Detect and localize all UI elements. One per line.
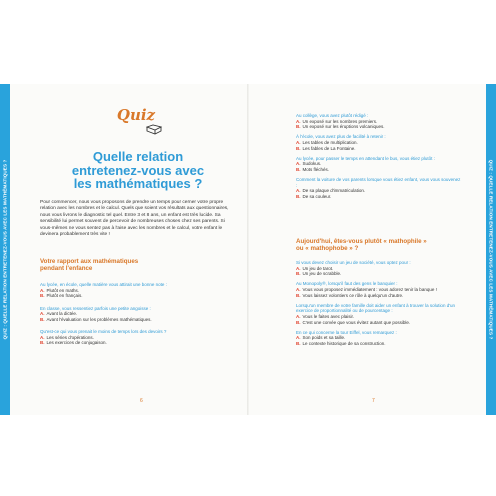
right-question-list-bottom — [296, 260, 462, 351]
question-text: Au Monopoly®, lorsqu'il faut des gens le banquier : — [296, 281, 398, 287]
question-item — [296, 156, 462, 173]
question-item — [296, 303, 462, 325]
page-title: Quelle relation entretenez-vous avec les mathématiques ? — [71, 149, 205, 191]
answer-a: A. Sudokus. — [296, 161, 322, 167]
intro-paragraph: Pour commencer, nous vous proposons de prendre un temps pour cerner votre propre relation avec les nombres et le calcul. Quels que soient vos résultats aux questionnaires, nous vous livrons le diagnostic tel quel. Entre 3 et 8 ans, un enfant est très lucide. Sa sensibilité lui permet souvent de percevoir de nombreuses choses chez ses parents. Si vous-mêmes ne vous sentez pas à l'aise avec les nombres et le calcul, votre enfant le devinera probablement très vite ! — [40, 200, 229, 238]
question-item — [296, 330, 462, 347]
answer-b: B. De sa couleur. — [296, 193, 332, 199]
open-book-icon — [146, 124, 162, 135]
left-question-list — [40, 282, 236, 353]
answer-a: A. Plutôt en maths. — [40, 287, 80, 293]
question-text: Qu'est-ce qui vous prenait le moins de temps lors des devoirs ? — [40, 329, 167, 335]
answer-a: A. Vous le faites avec plaisir. — [296, 313, 355, 319]
answer-b: B. Les exercices de conjugaison. — [40, 340, 107, 346]
section-heading-today: Aujourd'hui, êtes-vous plutôt « mathophile » ou « mathophobe » ? — [296, 238, 427, 253]
answer-b: B. Le contexte historique de sa construction. — [296, 340, 386, 346]
question-text: À l'école, vous avez plus de facilité à retenir : — [296, 134, 386, 140]
page-number-left: 6 — [140, 398, 143, 404]
question-item — [40, 329, 236, 346]
question-item — [296, 134, 462, 151]
answer-b: B. Vous laissez volontiers ce rôle à quelqu'un d'autre. — [296, 292, 404, 298]
question-text: Au lycée, pour passer le temps en attendant le bus, vous étiez plutôt : — [296, 155, 435, 161]
page-gutter — [247, 84, 249, 415]
quiz-label: Quiz — [116, 106, 156, 124]
question-text: Au collège, vous avez plutôt rédigé : — [296, 113, 369, 118]
left-side-band-text: QUIZ : QUELLE RELATION ENTRETENEZ-VOUS AVEC LES MATHÉMATIQUES ? — [2, 159, 8, 340]
question-text: Au lycée, en école, quelle matière vous attirait une bonne note : — [40, 282, 167, 287]
answer-a: A. Vous vous proposez immédiatement : vous adorez tenir la banque ! — [296, 286, 437, 292]
question-text: Si vous devez choisir un jeu de société, vous optez pour : — [296, 260, 411, 265]
answer-b: B. Avant l'évaluation sur les problèmes mathématiques. — [40, 316, 152, 322]
right-question-list-top — [296, 113, 462, 204]
question-item — [296, 281, 462, 298]
answer-a: A. De sa plaque d'immatriculation. — [296, 188, 366, 194]
answer-a: A. Un exposé sur les nombres premiers. — [296, 118, 378, 124]
answer-b: B. Un jeu de scrabble. — [296, 271, 342, 277]
answer-b: B. Un exposé sur les éruptions volcaniques. — [296, 124, 385, 130]
answer-a: A. Les tables de multiplication. — [296, 139, 358, 145]
question-item — [296, 113, 462, 130]
answer-a: A. Avant la dictée. — [40, 311, 78, 317]
answer-b: B. Les fables de La Fontaine. — [296, 145, 356, 151]
page-number-right: 7 — [372, 398, 375, 404]
question-text: Comment la voiture de vos parents lorsque vous étiez enfant, vous vous souvenez : — [296, 177, 461, 188]
question-text: Lorsqu'un membre de votre famille doit aider un enfant à trouver la solution d'un exercice de proportionnalité ou de pourcentage : — [296, 302, 456, 314]
question-text: En classe, vous ressentiez parfois une petite angoisse : — [40, 305, 151, 311]
question-item — [296, 177, 462, 199]
section-heading-childhood: Votre rapport aux mathématiques pendant l'enfance — [40, 258, 139, 273]
question-text: En ce qui concerne la tour Eiffel, vous remarquez : — [296, 329, 397, 335]
question-item — [40, 306, 236, 323]
answer-a: A. Son poids et sa taille. — [296, 335, 346, 341]
answer-b: B. C'est une corvée que vous évitez autant que possible. — [296, 319, 411, 325]
answer-a: A. Un jeu de tarot. — [296, 265, 334, 271]
right-side-band-text: QUIZ : QUELLE RELATION ENTRETENEZ-VOUS AVEC LES MATHÉMATIQUES ? — [488, 159, 494, 340]
answer-a: A. Les séries d'opérations. — [40, 334, 94, 340]
question-item — [40, 282, 236, 299]
answer-b: B. Mots fléchés. — [296, 166, 330, 172]
question-item — [296, 260, 462, 277]
answer-b: B. Plutôt en français. — [40, 293, 83, 299]
